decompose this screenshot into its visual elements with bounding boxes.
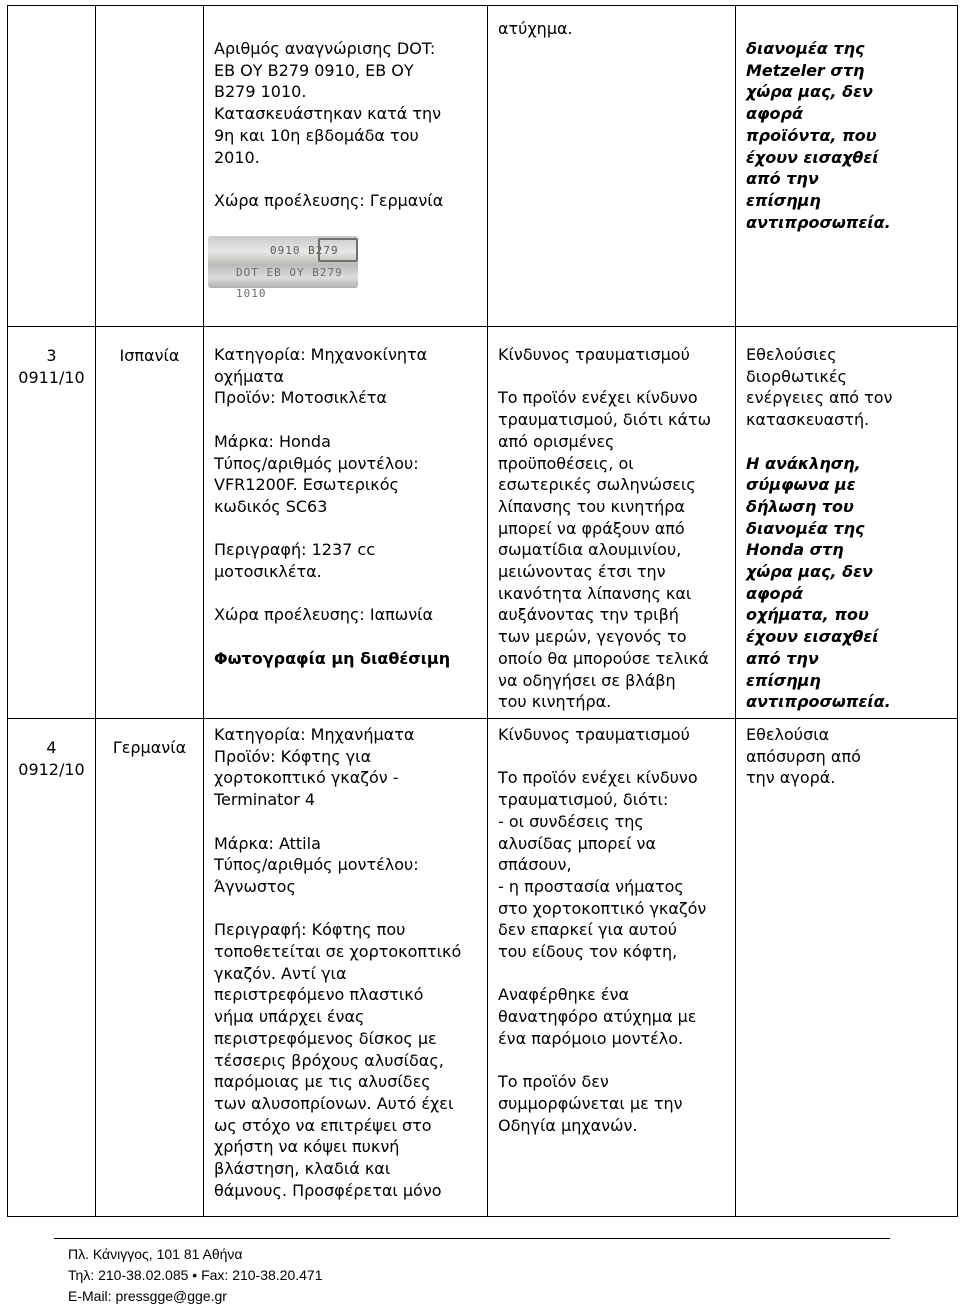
- product-cell: [204, 6, 488, 327]
- photo-stamp: DOT EB OY B279 1010: [236, 265, 343, 301]
- number-cell: [8, 327, 96, 719]
- measures-cell: [736, 719, 958, 1217]
- measures-text: Εθελούσια απόσυρση από την αγορά.: [746, 725, 861, 788]
- table-row: [8, 719, 958, 1217]
- risk-title: Κίνδυνος τραυματισμού: [498, 725, 690, 744]
- risk-cell: Κίνδυνος τραυματισμού Το προϊόν ενέχει κίνδυνο τραυματισμού, διότι κάτω από ορισμένες προϋποθέσεις, οι εσωτερικές σωληνώσεις λίπανσης του κινητήρα μπορεί να φράξουν από σωματίδια αλουμινίου, μειώνοντας έτσι την ικανότητα λίπανσης και αυξάνοντας την τριβή των μερών, γεγονός το οποίο θα μπορούσε τελικά να οδηγήσει σε βλάβη του κινητήρα.: [488, 327, 736, 719]
- country-text: Γερμανία: [112, 738, 187, 757]
- number-cell: [8, 719, 96, 1217]
- number-cell: [8, 6, 96, 327]
- country-cell: [96, 6, 204, 327]
- measures-cell: [736, 6, 958, 327]
- measures-bold-text: Η ανάκληση, σύμφωνα με δήλωση του διανομέα της Honda στη χώρα μας, δεν αφορά οχήματα, που έχουν εισαχθεί από την επίσημη αντιπροσωπεία.: [746, 453, 891, 712]
- tire-dot-photo: [208, 236, 358, 301]
- risk-title: Κίνδυνος τραυματισμού: [498, 345, 690, 364]
- measures-bold-text: διανομέα της Metzeler στη χώρα μας, δεν αφορά προϊόντα, που έχουν εισαχθεί από την επίσημη αντιπροσωπεία.: [746, 39, 891, 232]
- table-row: [8, 327, 958, 719]
- table-row: [8, 6, 958, 327]
- product-text: Αριθμός αναγνώρισης DOT: ΕΒ ΟΥ Β279 0910, ΕΒ ΟΥ Β279 1010. Κατασκευάστηκαν κατά την 9η και 10η εβδομάδα του 2010.: [214, 39, 442, 167]
- footer-phone-fax: Τηλ: 210-38.02.085 • Fax: 210-38.20.471: [68, 1267, 323, 1283]
- country-text: Ισπανία: [119, 346, 180, 365]
- footer-divider: [54, 1238, 890, 1239]
- origin-text: Χώρα προέλευσης: Ιαπωνία: [214, 605, 434, 625]
- measures-text: Εθελούσιες διορθωτικές ενέργειες από τον κατασκευαστή.: [746, 345, 893, 430]
- item-date: 0912/10: [18, 759, 85, 779]
- photo-unavailable-note: Φωτογραφία μη διαθέσιμη: [214, 648, 451, 668]
- product-cell: Κατηγορία: Μηχανήματα Προϊόν: Κόφτης για χορτοκοπτικό γκαζόν - Terminator 4 Μάρκα: Attila Τύπος/αριθμός μοντέλου: Άγνωστος Περιγραφή: Κόφτης που τοποθετείται σε χορτοκοπτικό γκαζόν. Αντί για περιστρεφόμενο πλαστικό νήμα υπάρχει ένας περιστρεφόμενος δίσκος με τέσσερις βρόχους αλυσίδας, παρόμοιας με τις αλυσίδες των αλυσοπρίονων. Αυτό έχει ως στόχο να επιτρέψει στο χρήστη να κόψει πυκνή βλάστηση, κλαδιά και θάμνους. Προσφέρεται μόνο: [204, 719, 488, 1217]
- risk-text: ατύχημα.: [498, 19, 573, 38]
- recalls-table: [7, 5, 958, 1217]
- product-cell: Κατηγορία: Μηχανοκίνητα οχήματα Προϊόν: Μοτοσικλέτα Μάρκα: Honda Τύπος/αριθμός μοντέλου: VFR1200F. Εσωτερικός κωδικός SC63 Περιγραφή: 1237 cc μοτοσικλέτα. Χώρα προέλευσης: Ιαπωνία Φωτογραφία μη διαθέσιμη: [204, 327, 488, 719]
- item-number: 4: [46, 738, 57, 757]
- footer-address: Πλ. Κάνιγγος, 101 81 Αθήνα: [68, 1246, 243, 1262]
- measures-cell: [736, 327, 958, 719]
- risk-cell: [488, 6, 736, 327]
- item-number: 3: [46, 346, 57, 365]
- item-date: 0911/10: [18, 367, 85, 387]
- footer-email[interactable]: E-Mail: pressgge@gge.gr: [68, 1288, 227, 1304]
- country-cell: [96, 327, 204, 719]
- country-cell: [96, 719, 204, 1217]
- risk-cell: Κίνδυνος τραυματισμού Το προϊόν ενέχει κίνδυνο τραυματισμού, διότι: - οι συνδέσεις της αλυσίδας μπορεί να σπάσουν, - η προστασία νήματος στο χορτοκοπτικό γκαζόν δεν επαρκεί για αυτού του είδους τον κόφτη, Αναφέρθηκε ένα θανατηφόρο ατύχημα με ένα παρόμοιο μοντέλο. Το προϊόν δεν συμμορφώνεται με την Οδηγία μηχανών.: [488, 719, 736, 1217]
- origin-text: Χώρα προέλευσης: Γερμανία: [214, 190, 444, 210]
- photo-stamp: 0910 B279: [270, 243, 339, 257]
- footer: [68, 1244, 323, 1307]
